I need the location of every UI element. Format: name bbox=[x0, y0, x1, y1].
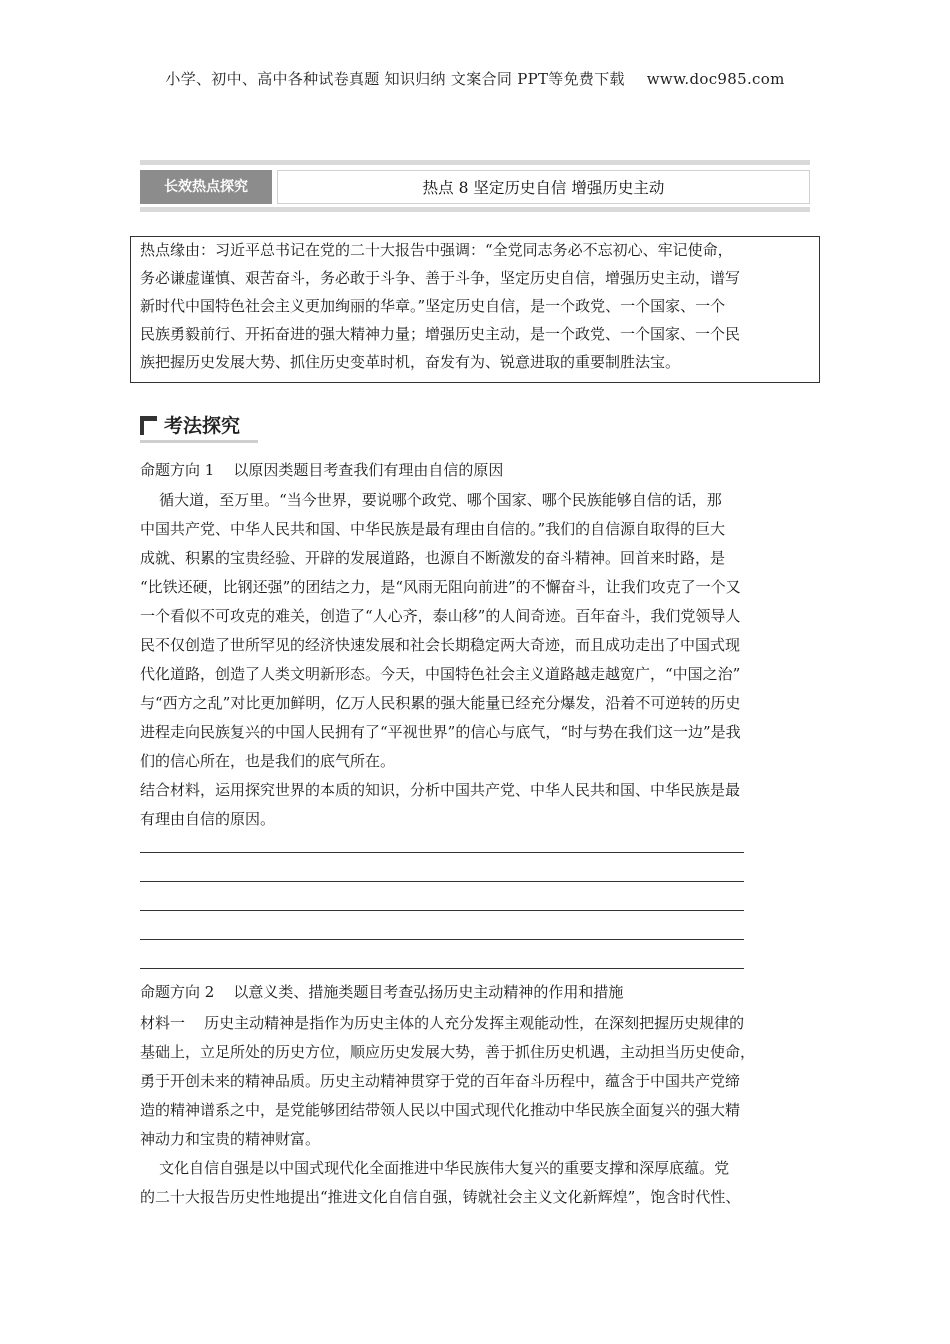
direction2-heading: 命题方向 2 以意义类、措施类题目考查弘扬历史主动精神的作用和措施 bbox=[140, 983, 624, 1001]
direction1-question-line: 有理由自信的原因。 bbox=[140, 810, 276, 828]
direction1-material-line: 一个看似不可攻克的难关，创造了“人心齐，泰山移”的人间奇迹。百年奋斗，我们党领导人 bbox=[140, 607, 741, 625]
section-square-icon bbox=[140, 416, 157, 435]
section-heading bbox=[140, 411, 258, 441]
hot-origin-box bbox=[130, 236, 820, 383]
site-header bbox=[0, 68, 950, 89]
direction1-material-line: 成就、积累的宝贵经验、开辟的发展道路，也源自不断激发的奋斗精神。回首来时路，是 bbox=[140, 549, 726, 567]
answer-line[interactable] bbox=[140, 968, 744, 969]
direction1-material-line: 中国共产党、中华人民共和国、中华民族是最有理由自信的。”我们的自信源自取得的巨大 bbox=[140, 520, 726, 538]
site-header-text: 小学、初中、高中各种试卷真题 知识归纳 文案合同 PPT等免费下载 bbox=[165, 70, 625, 88]
hot-origin-line: 务必谦虚谨慎、艰苦奋斗，务必敢于斗争、善于斗争，坚定历史自信，增强历史主动，谱写 bbox=[140, 269, 741, 287]
hot-origin-line: 新时代中国特色社会主义更加绚丽的华章。”坚定历史自信，是一个政党、一个国家、一个 bbox=[140, 297, 726, 315]
hot-origin-line: 族把握历史发展大势、抓住历史变革时机，奋发有为、锐意进取的重要制胜法宝。 bbox=[140, 353, 681, 371]
direction2-material-line: 的二十大报告历史性地提出“推进文化自信自强，铸就社会主义文化新辉煌”，饱含时代性、 bbox=[140, 1188, 741, 1206]
direction1-material-line: 循大道，至万里。“当今世界，要说哪个政党、哪个国家、哪个民族能够自信的话，那 bbox=[140, 491, 722, 509]
direction1-question-line: 结合材料，运用探究世界的本质的知识，分析中国共产党、中华人民共和国、中华民族是最 bbox=[140, 781, 741, 799]
answer-line[interactable] bbox=[140, 881, 744, 882]
direction1-material-line: 民不仅创造了世所罕见的经济快速发展和社会长期稳定两大奇迹，而且成功走出了中国式现 bbox=[140, 636, 741, 654]
answer-line[interactable] bbox=[140, 910, 744, 911]
direction1-material-line: 代化道路，创造了人类文明新形态。今天，中国特色社会主义道路越走越宽广，“中国之治” bbox=[140, 665, 741, 683]
section-underline bbox=[140, 440, 258, 443]
banner-tag: 长效热点探究 bbox=[140, 170, 272, 204]
direction2-material-line: 勇于开创未来的精神品质。历史主动精神贯穿于党的百年奋斗历程中，蕴含于中国共产党缔 bbox=[140, 1072, 741, 1090]
hot-origin-line: 民族勇毅前行、开拓奋进的强大精神力量；增强历史主动，是一个政党、一个国家、一个民 bbox=[140, 325, 741, 343]
section-title: 考法探究 bbox=[164, 415, 241, 437]
banner-title: 热点 8 坚定历史自信 增强历史主动 bbox=[277, 170, 810, 204]
hot-origin-line: 热点缘由：习近平总书记在党的二十大报告中强调：“全党同志务必不忘初心、牢记使命， bbox=[140, 241, 733, 259]
direction1-material-line: “比铁还硬，比钢还强”的团结之力，是“风雨无阻向前进”的不懈奋斗，让我们攻克了一个又 bbox=[140, 578, 741, 596]
direction1-material-line: 进程走向民族复兴的中国人民拥有了“平视世界”的信心与底气，“时与势在我们这一边”是我 bbox=[140, 723, 741, 741]
answer-line[interactable] bbox=[140, 939, 744, 940]
direction1-material-line: 与“西方之乱”对比更加鲜明，亿万人民积累的强大能量已经充分爆发，沿着不可逆转的历史 bbox=[140, 694, 741, 712]
direction1-material-line: 们的信心所在，也是我们的底气所在。 bbox=[140, 752, 396, 770]
site-url-link[interactable]: www.doc985.com bbox=[646, 70, 785, 88]
direction2-material-line: 造的精神谱系之中，是党能够团结带领人民以中国式现代化推动中华民族全面复兴的强大精 bbox=[140, 1101, 741, 1119]
banner-bottom-rule bbox=[140, 207, 810, 212]
direction2-material-line: 基础上，立足所处的历史方位，顺应历史发展大势，善于抓住历史机遇，主动担当历史使命， bbox=[140, 1043, 756, 1061]
direction2-material-line: 材料一 历史主动精神是指作为历史主体的人充分发挥主观能动性，在深刻把握历史规律的 bbox=[140, 1014, 745, 1032]
direction2-material-line: 文化自信自强是以中国式现代化全面推进中华民族伟大复兴的重要支撑和深厚底蕴。党 bbox=[140, 1159, 730, 1177]
direction1-heading: 命题方向 1 以原因类题目考查我们有理由自信的原因 bbox=[140, 461, 504, 479]
banner-top-rule bbox=[140, 160, 810, 165]
topic-banner bbox=[140, 160, 810, 212]
answer-line[interactable] bbox=[140, 852, 744, 853]
direction2-material-line: 神动力和宝贵的精神财富。 bbox=[140, 1130, 321, 1148]
